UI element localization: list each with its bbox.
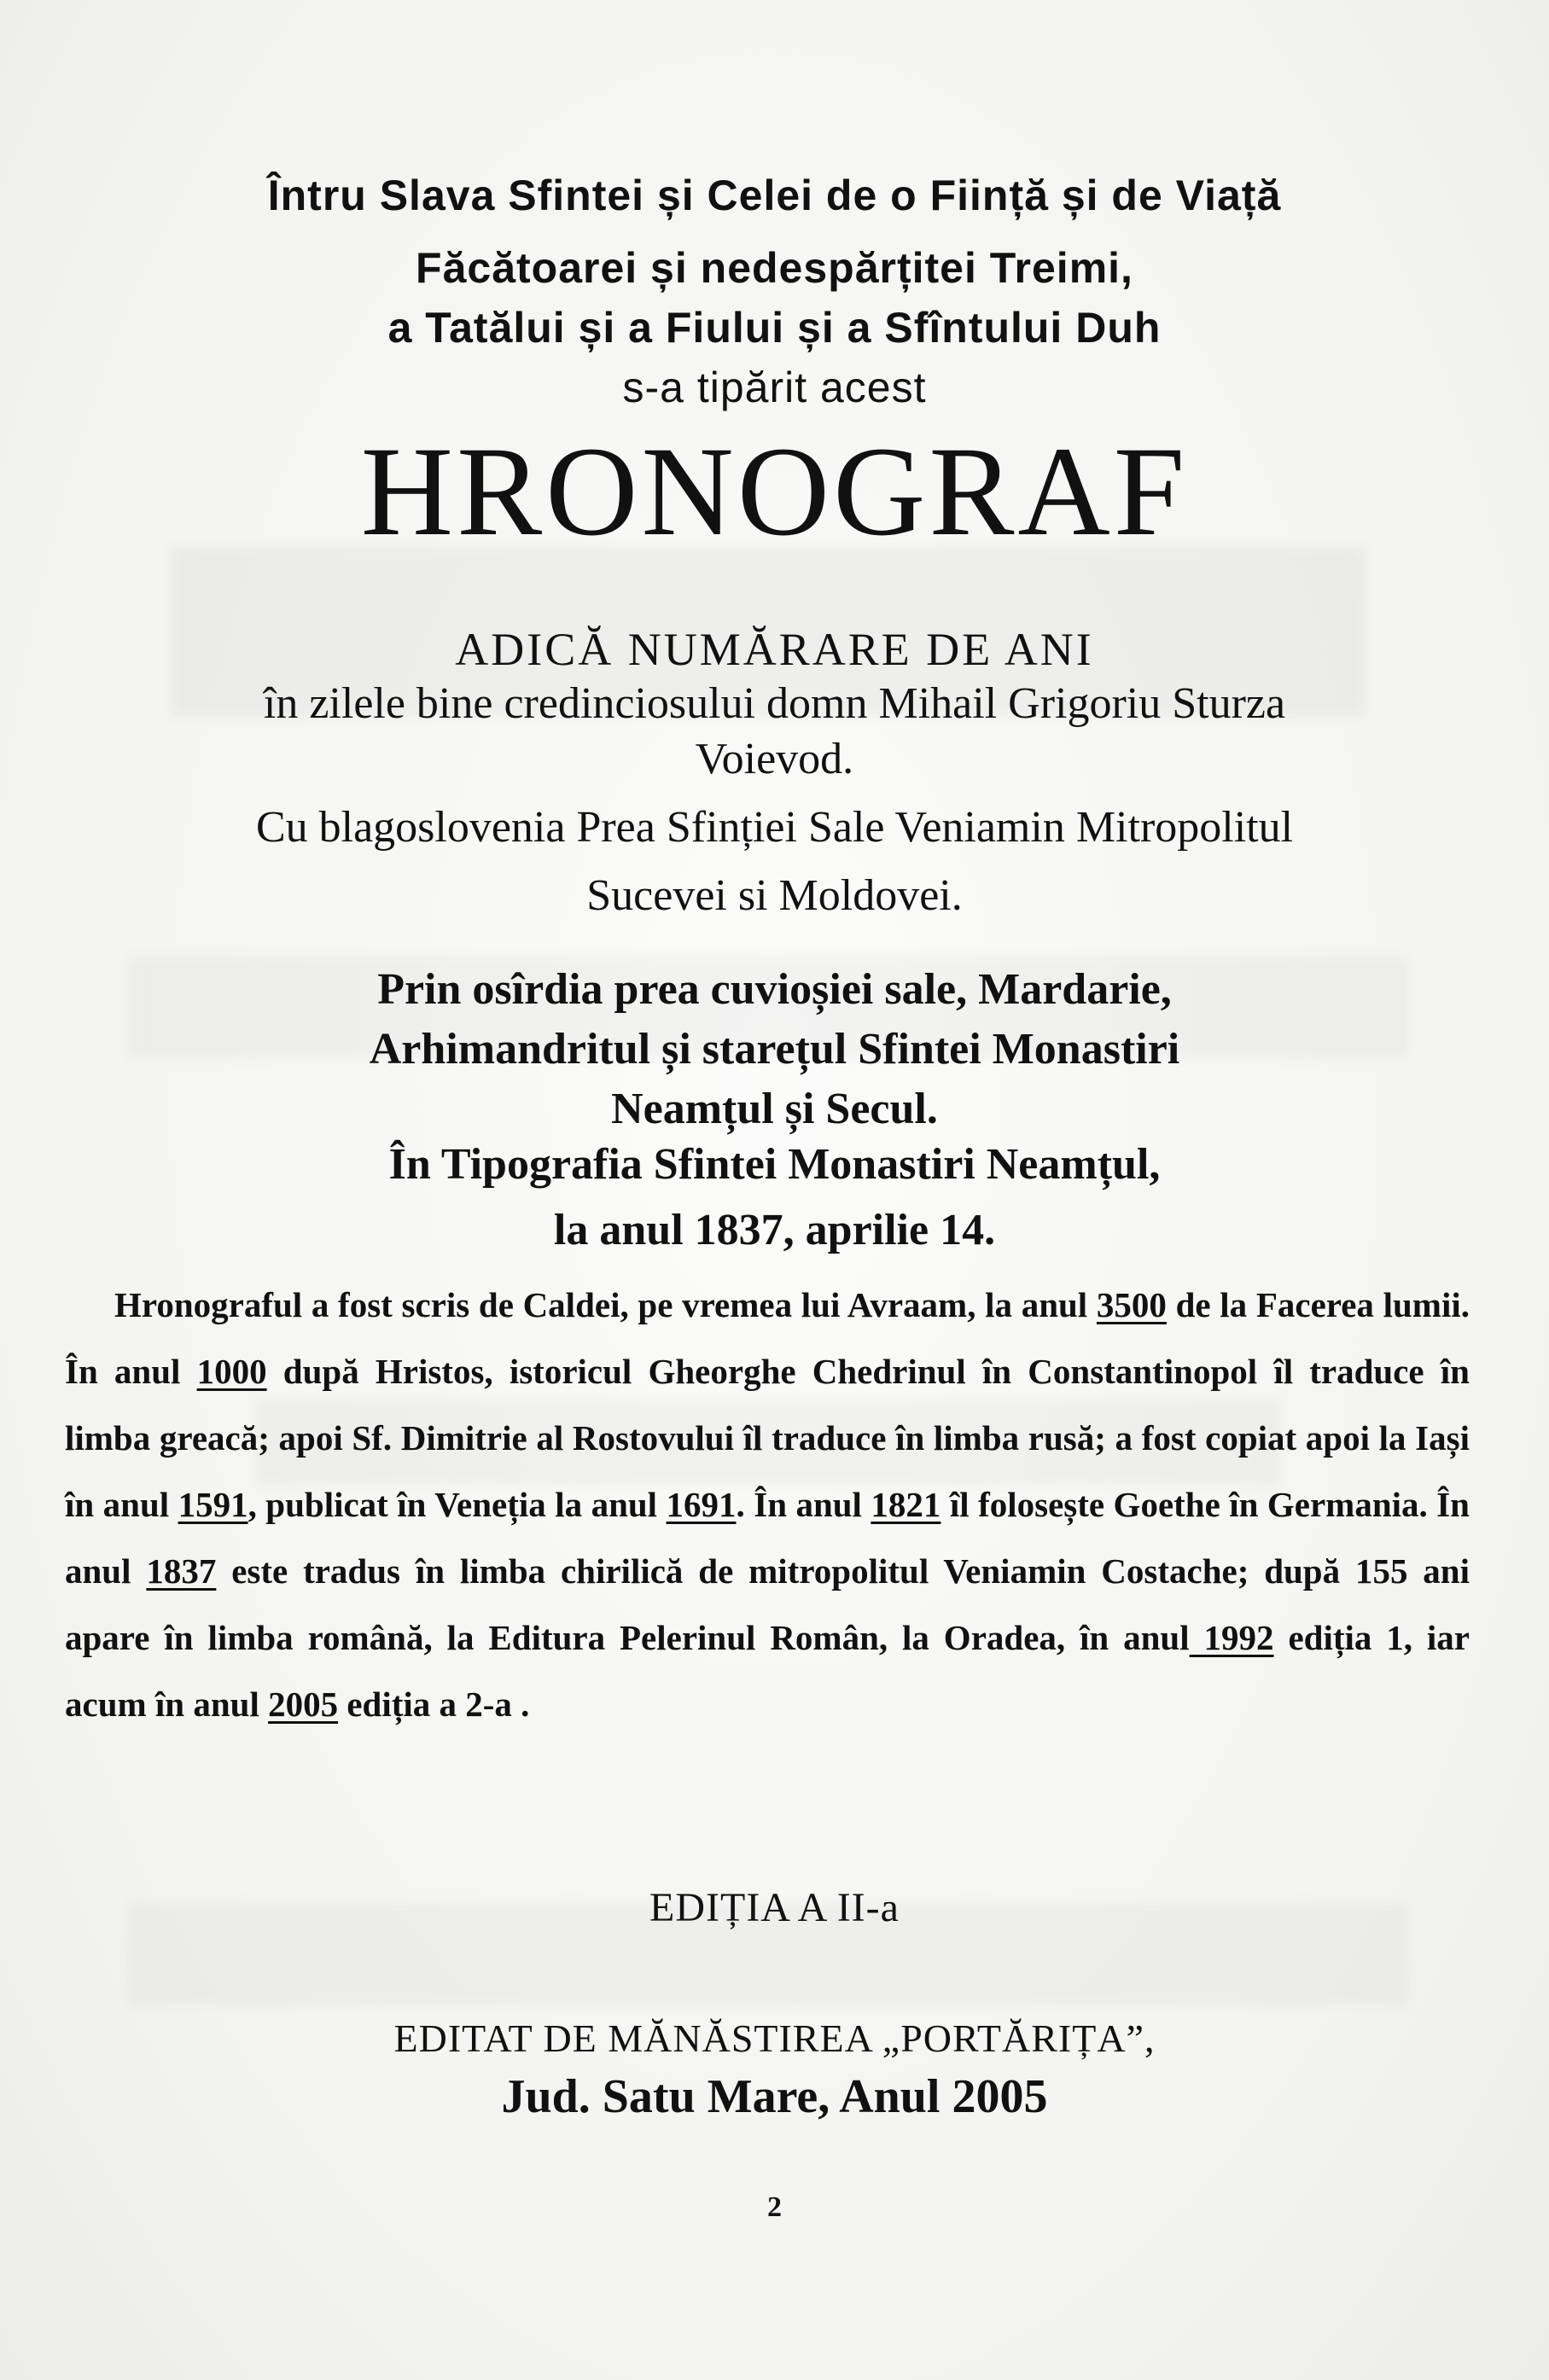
publication-location-year: Jud. Satu Mare, Anul 2005: [501, 2070, 1048, 2123]
reign-line-2: Voievod.: [695, 735, 854, 783]
reign-line-1: în zilele bine credinciosului domn Mihail Grigoriu Sturza: [263, 679, 1286, 728]
diligence-line-2: Arhimandritul și starețul Sfintei Monastiri: [369, 1025, 1180, 1074]
history-text: Hronograful a fost scris de Caldei, pe vremea lui Avraam, la anul 3500 de la Facerea lumii. În anul 1000 după Hristos, istoricul Gheorghe Chedrinul în Constantinopol îl traduce în limba greacă; apoi Sf. Dimitrie al Rostovului îl traduce în limba rusă; a fost copiat apoi la Iași în anul 1591, publicat în Veneția la anul 1691. În anul 1821 îl folosește Goethe în Germania. În anul 1837 este tradus în limba chirilică de mitropolitul Veniamin Costache; după 155 ani apare în limba română, la Editura Pelerinul Român, la Oradea, în anul 1992 ediția 1, iar acum în anul 2005 ediția a 2-a .: [65, 1285, 1470, 1724]
book-title: HRONOGRAF: [360, 421, 1189, 562]
dedication-line-1: Întru Slava Sfintei și Celei de o Ființă și de Viață: [267, 172, 1282, 219]
year-3500: 3500: [1096, 1285, 1167, 1324]
year-1992: 1992: [1189, 1618, 1274, 1657]
diligence-line-3: Neamțul și Secul.: [611, 1085, 938, 1133]
year-1591: 1591: [178, 1485, 248, 1524]
history-paragraph: [65, 1271, 1470, 1737]
year-1837: 1837: [146, 1551, 217, 1591]
dedication-line-2: Făcătoarei și nedespărțitei Treimi,: [416, 244, 1133, 292]
blessing-line-1: Cu blagoslovenia Prea Sfinției Sale Veniamin Mitropolitul: [255, 803, 1294, 852]
page-number: 2: [767, 2191, 782, 2223]
printing-line-2: la anul 1837, aprilie 14.: [553, 1206, 996, 1254]
printing-line-1: În Tipografia Sfintei Monastiri Neamțul,: [388, 1140, 1161, 1189]
publisher-line: EDITAT DE MĂNĂSTIREA „PORTĂRIȚA”,: [393, 2016, 1156, 2060]
diligence-line-1: Prin osîrdia prea cuvioșiei sale, Mardarie,: [377, 965, 1172, 1014]
year-2005: 2005: [268, 1685, 339, 1724]
dedication-line-3: a Tatălui și a Fiului și a Sfîntului Duh: [387, 304, 1162, 352]
book-subtitle: ADICĂ NUMĂRARE DE ANI: [455, 624, 1094, 675]
year-1000: 1000: [196, 1352, 267, 1391]
edition-label: EDIȚIA A II-a: [649, 1885, 900, 1930]
year-1691: 1691: [666, 1485, 737, 1524]
blessing-line-2: Sucevei si Moldovei.: [586, 871, 963, 920]
year-1821: 1821: [871, 1485, 941, 1524]
dedication-line-4: s-a tipărit acest: [622, 364, 927, 411]
